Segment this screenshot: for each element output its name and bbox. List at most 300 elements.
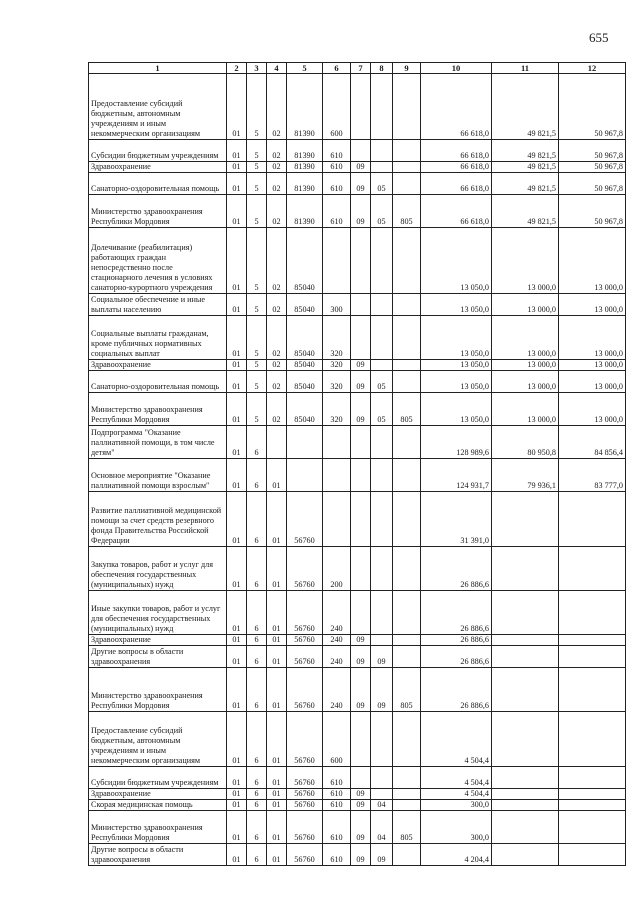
row-name: Долечивание (реабилитация) работающих граждан непосредственно после стационарного лечения в условиях санаторно-курортного учреждения (89, 228, 227, 294)
amount-c12: 13 000,0 (559, 316, 626, 360)
row-name: Министерство здравоохранения Республики Мордовия (89, 668, 227, 712)
code-c5: 56760 (287, 800, 323, 811)
amount-c12: 50 967,8 (559, 140, 626, 162)
row-name: Министерство здравоохранения Республики Мордовия (89, 811, 227, 844)
page-number: 655 (589, 30, 609, 45)
row-name: Здравоохранение (89, 789, 227, 800)
amount-c10: 13 050,0 (421, 294, 492, 316)
amount-c10: 4 504,4 (421, 712, 492, 767)
column-header: 8 (371, 63, 393, 74)
code-c6: 240 (323, 646, 351, 668)
row-name: Предоставление субсидий бюджетным, автономным учреждениям и иным некоммерческим организациям (89, 712, 227, 767)
code-c5: 56760 (287, 591, 323, 635)
amount-c12: 13 000,0 (559, 371, 626, 393)
column-header: 10 (421, 63, 492, 74)
code-c2: 01 (227, 195, 247, 228)
code-c4: 02 (267, 360, 287, 371)
code-c6: 320 (323, 316, 351, 360)
row-name: Социальные выплаты гражданам, кроме публичных нормативных социальных выплат (89, 316, 227, 360)
code-c4: 02 (267, 195, 287, 228)
row-name: Министерство здравоохранения Республики Мордовия (89, 195, 227, 228)
code-c6: 610 (323, 173, 351, 195)
amount-c11: 13 000,0 (492, 393, 559, 426)
column-header: 1 (89, 63, 227, 74)
column-header: 12 (559, 63, 626, 74)
code-c7 (351, 294, 371, 316)
amount-c11 (492, 492, 559, 547)
code-c4: 01 (267, 767, 287, 789)
table-row (89, 228, 626, 294)
header-row (89, 63, 626, 74)
code-c8: 05 (371, 371, 393, 393)
code-c6: 610 (323, 800, 351, 811)
table-row (89, 162, 626, 173)
code-c4: 02 (267, 294, 287, 316)
code-c3: 6 (247, 547, 267, 591)
code-c8 (371, 459, 393, 492)
code-c7: 09 (351, 195, 371, 228)
amount-c10: 13 050,0 (421, 360, 492, 371)
code-c9 (393, 294, 421, 316)
amount-c10: 4 504,4 (421, 767, 492, 789)
amount-c10: 124 931,7 (421, 459, 492, 492)
code-c3: 5 (247, 371, 267, 393)
code-c5: 81390 (287, 74, 323, 140)
code-c7: 09 (351, 360, 371, 371)
code-c4: 01 (267, 459, 287, 492)
code-c5: 81390 (287, 140, 323, 162)
code-c9 (393, 591, 421, 635)
code-c7: 09 (351, 635, 371, 646)
code-c8 (371, 767, 393, 789)
code-c5: 81390 (287, 195, 323, 228)
code-c6: 320 (323, 371, 351, 393)
amount-c12: 50 967,8 (559, 173, 626, 195)
amount-c10: 13 050,0 (421, 393, 492, 426)
table-row (89, 140, 626, 162)
code-c3: 6 (247, 668, 267, 712)
code-c9 (393, 316, 421, 360)
row-name: Здравоохранение (89, 635, 227, 646)
code-c8 (371, 426, 393, 459)
code-c5: 56760 (287, 492, 323, 547)
code-c8 (371, 294, 393, 316)
row-name: Санаторно-оздоровительная помощь (89, 371, 227, 393)
column-header: 11 (492, 63, 559, 74)
code-c9 (393, 360, 421, 371)
code-c2: 01 (227, 173, 247, 195)
amount-c11 (492, 767, 559, 789)
amount-c12: 50 967,8 (559, 74, 626, 140)
amount-c11: 13 000,0 (492, 371, 559, 393)
row-name: Министерство здравоохранения Республики Мордовия (89, 393, 227, 426)
code-c2: 01 (227, 162, 247, 173)
code-c9: 805 (393, 195, 421, 228)
amount-c10: 26 886,6 (421, 668, 492, 712)
code-c6 (323, 459, 351, 492)
row-name: Другие вопросы в области здравоохранения (89, 844, 227, 866)
code-c8: 05 (371, 393, 393, 426)
table-row (89, 195, 626, 228)
table-row (89, 371, 626, 393)
amount-c11: 80 950,8 (492, 426, 559, 459)
code-c3: 5 (247, 140, 267, 162)
code-c8: 04 (371, 811, 393, 844)
amount-c12 (559, 811, 626, 844)
amount-c11 (492, 668, 559, 712)
row-name: Социальное обеспечение и иные выплаты населению (89, 294, 227, 316)
table-row (89, 492, 626, 547)
table-row (89, 591, 626, 635)
code-c6: 610 (323, 162, 351, 173)
table-body (89, 74, 626, 866)
code-c9 (393, 173, 421, 195)
code-c6: 610 (323, 195, 351, 228)
table-row (89, 789, 626, 800)
code-c3: 6 (247, 844, 267, 866)
code-c9 (393, 371, 421, 393)
code-c5: 85040 (287, 294, 323, 316)
row-name: Предоставление субсидий бюджетным, автономным учреждениям и иным некоммерческим организациям (89, 74, 227, 140)
amount-c10: 66 618,0 (421, 195, 492, 228)
column-header: 6 (323, 63, 351, 74)
column-header: 3 (247, 63, 267, 74)
code-c8 (371, 547, 393, 591)
amount-c11: 79 936,1 (492, 459, 559, 492)
code-c8 (371, 162, 393, 173)
code-c5 (287, 426, 323, 459)
code-c2: 01 (227, 140, 247, 162)
code-c2: 01 (227, 426, 247, 459)
code-c7 (351, 591, 371, 635)
code-c9 (393, 140, 421, 162)
amount-c10: 26 886,6 (421, 646, 492, 668)
code-c5: 56760 (287, 646, 323, 668)
code-c6: 200 (323, 547, 351, 591)
code-c5: 56760 (287, 789, 323, 800)
code-c8: 09 (371, 668, 393, 712)
code-c9 (393, 646, 421, 668)
code-c2: 01 (227, 591, 247, 635)
code-c8: 09 (371, 844, 393, 866)
code-c9 (393, 789, 421, 800)
table-row (89, 811, 626, 844)
code-c4: 02 (267, 173, 287, 195)
amount-c10: 13 050,0 (421, 316, 492, 360)
code-c6: 610 (323, 789, 351, 800)
code-c3: 6 (247, 492, 267, 547)
code-c9 (393, 800, 421, 811)
amount-c11: 49 821,5 (492, 162, 559, 173)
code-c8 (371, 140, 393, 162)
code-c2: 01 (227, 635, 247, 646)
amount-c10: 4 504,4 (421, 789, 492, 800)
amount-c10: 26 886,6 (421, 635, 492, 646)
row-name: Иные закупки товаров, работ и услуг для обеспечения государственных (муниципальных) нужд (89, 591, 227, 635)
code-c5: 56760 (287, 811, 323, 844)
code-c3: 5 (247, 393, 267, 426)
code-c5: 85040 (287, 393, 323, 426)
code-c9 (393, 635, 421, 646)
table-row (89, 459, 626, 492)
code-c3: 6 (247, 767, 267, 789)
code-c4: 01 (267, 811, 287, 844)
code-c7 (351, 228, 371, 294)
code-c4 (267, 426, 287, 459)
code-c8 (371, 635, 393, 646)
table-row (89, 800, 626, 811)
code-c2: 01 (227, 371, 247, 393)
code-c4: 01 (267, 844, 287, 866)
code-c7 (351, 459, 371, 492)
code-c2: 01 (227, 811, 247, 844)
code-c8 (371, 316, 393, 360)
code-c7: 09 (351, 811, 371, 844)
amount-c11 (492, 646, 559, 668)
code-c4: 02 (267, 316, 287, 360)
code-c6: 610 (323, 140, 351, 162)
amount-c10: 31 391,0 (421, 492, 492, 547)
code-c7: 09 (351, 844, 371, 866)
amount-c11 (492, 712, 559, 767)
code-c6: 600 (323, 74, 351, 140)
amount-c12 (559, 767, 626, 789)
code-c7 (351, 547, 371, 591)
code-c9 (393, 547, 421, 591)
code-c2: 01 (227, 74, 247, 140)
budget-table (88, 62, 626, 866)
code-c7: 09 (351, 371, 371, 393)
amount-c12 (559, 668, 626, 712)
code-c8: 05 (371, 195, 393, 228)
code-c7 (351, 316, 371, 360)
amount-c12 (559, 635, 626, 646)
code-c5: 81390 (287, 162, 323, 173)
code-c5: 81390 (287, 173, 323, 195)
code-c8 (371, 591, 393, 635)
amount-c12: 84 856,4 (559, 426, 626, 459)
amount-c12: 83 777,0 (559, 459, 626, 492)
code-c6 (323, 228, 351, 294)
amount-c10: 13 050,0 (421, 371, 492, 393)
code-c9 (393, 228, 421, 294)
amount-c11 (492, 635, 559, 646)
amount-c12 (559, 844, 626, 866)
amount-c11 (492, 591, 559, 635)
code-c2: 01 (227, 646, 247, 668)
code-c5: 56760 (287, 635, 323, 646)
column-header: 4 (267, 63, 287, 74)
row-name: Здравоохранение (89, 162, 227, 173)
amount-c12 (559, 789, 626, 800)
table-row (89, 360, 626, 371)
code-c3: 6 (247, 712, 267, 767)
amount-c10: 66 618,0 (421, 173, 492, 195)
code-c3: 5 (247, 228, 267, 294)
amount-c12: 13 000,0 (559, 393, 626, 426)
code-c4: 01 (267, 789, 287, 800)
row-name: Развитие паллиативной медицинской помощи за счет средств резервного фонда Правительства Российской Федерации (89, 492, 227, 547)
amount-c12 (559, 492, 626, 547)
row-name: Санаторно-оздоровительная помощь (89, 173, 227, 195)
code-c2: 01 (227, 668, 247, 712)
amount-c12: 50 967,8 (559, 162, 626, 173)
code-c8 (371, 712, 393, 767)
amount-c10: 66 618,0 (421, 140, 492, 162)
code-c2: 01 (227, 360, 247, 371)
amount-c10: 300,0 (421, 811, 492, 844)
code-c5: 56760 (287, 712, 323, 767)
code-c7: 09 (351, 162, 371, 173)
amount-c10: 26 886,6 (421, 547, 492, 591)
amount-c11 (492, 811, 559, 844)
code-c2: 01 (227, 294, 247, 316)
table-row (89, 316, 626, 360)
code-c4: 01 (267, 591, 287, 635)
code-c3: 6 (247, 426, 267, 459)
code-c2: 01 (227, 844, 247, 866)
code-c6: 610 (323, 844, 351, 866)
table-row (89, 646, 626, 668)
table-row (89, 844, 626, 866)
amount-c10: 26 886,6 (421, 591, 492, 635)
code-c5: 85040 (287, 228, 323, 294)
code-c7: 09 (351, 789, 371, 800)
amount-c10: 66 618,0 (421, 74, 492, 140)
table-row (89, 712, 626, 767)
code-c4: 02 (267, 74, 287, 140)
code-c4: 01 (267, 800, 287, 811)
code-c3: 6 (247, 635, 267, 646)
code-c9: 805 (393, 393, 421, 426)
table-row (89, 767, 626, 789)
code-c6: 600 (323, 712, 351, 767)
code-c6: 320 (323, 393, 351, 426)
code-c6: 610 (323, 811, 351, 844)
code-c3: 6 (247, 811, 267, 844)
code-c3: 6 (247, 800, 267, 811)
code-c6: 240 (323, 668, 351, 712)
code-c5: 85040 (287, 371, 323, 393)
code-c3: 5 (247, 195, 267, 228)
table-row (89, 173, 626, 195)
table-row (89, 668, 626, 712)
amount-c11 (492, 789, 559, 800)
code-c4: 02 (267, 162, 287, 173)
code-c7 (351, 712, 371, 767)
code-c3: 5 (247, 360, 267, 371)
amount-c12 (559, 800, 626, 811)
code-c7 (351, 140, 371, 162)
code-c5: 56760 (287, 844, 323, 866)
column-header: 7 (351, 63, 371, 74)
amount-c12 (559, 547, 626, 591)
code-c3: 6 (247, 646, 267, 668)
code-c9 (393, 492, 421, 547)
row-name: Закупка товаров, работ и услуг для обеспечения государственных (муниципальных) нужд (89, 547, 227, 591)
amount-c11: 49 821,5 (492, 140, 559, 162)
amount-c10: 13 050,0 (421, 228, 492, 294)
code-c9: 805 (393, 811, 421, 844)
code-c2: 01 (227, 547, 247, 591)
code-c8 (371, 492, 393, 547)
code-c4: 01 (267, 712, 287, 767)
code-c7: 09 (351, 800, 371, 811)
code-c4: 02 (267, 140, 287, 162)
code-c9 (393, 162, 421, 173)
code-c9: 805 (393, 668, 421, 712)
code-c8 (371, 228, 393, 294)
row-name: Основное мероприятие "Оказание паллиативной помощи взрослым" (89, 459, 227, 492)
code-c6: 240 (323, 591, 351, 635)
amount-c11: 49 821,5 (492, 195, 559, 228)
code-c5: 85040 (287, 316, 323, 360)
code-c7 (351, 492, 371, 547)
amount-c12 (559, 646, 626, 668)
code-c3: 5 (247, 74, 267, 140)
code-c9 (393, 74, 421, 140)
table-row (89, 74, 626, 140)
amount-c12: 13 000,0 (559, 294, 626, 316)
code-c9 (393, 844, 421, 866)
amount-c11 (492, 800, 559, 811)
amount-c10: 66 618,0 (421, 162, 492, 173)
column-header: 2 (227, 63, 247, 74)
amount-c11: 49 821,5 (492, 173, 559, 195)
code-c9 (393, 426, 421, 459)
row-name: Другие вопросы в области здравоохранения (89, 646, 227, 668)
code-c6: 300 (323, 294, 351, 316)
code-c3: 6 (247, 591, 267, 635)
code-c7: 09 (351, 668, 371, 712)
code-c5: 56760 (287, 547, 323, 591)
amount-c11: 13 000,0 (492, 316, 559, 360)
table-row (89, 294, 626, 316)
code-c2: 01 (227, 459, 247, 492)
code-c3: 6 (247, 789, 267, 800)
code-c2: 01 (227, 789, 247, 800)
table-row (89, 393, 626, 426)
code-c3: 5 (247, 294, 267, 316)
amount-c11: 13 000,0 (492, 228, 559, 294)
code-c4: 01 (267, 646, 287, 668)
amount-c11: 13 000,0 (492, 294, 559, 316)
row-name: Скорая медицинская помощь (89, 800, 227, 811)
code-c2: 01 (227, 800, 247, 811)
code-c5: 85040 (287, 360, 323, 371)
amount-c10: 300,0 (421, 800, 492, 811)
code-c4: 01 (267, 668, 287, 712)
code-c6 (323, 492, 351, 547)
amount-c11 (492, 547, 559, 591)
code-c8 (371, 74, 393, 140)
code-c5: 56760 (287, 767, 323, 789)
code-c3: 5 (247, 316, 267, 360)
code-c6 (323, 426, 351, 459)
code-c5: 56760 (287, 668, 323, 712)
code-c7 (351, 74, 371, 140)
code-c4: 02 (267, 228, 287, 294)
amount-c11 (492, 844, 559, 866)
table-row (89, 635, 626, 646)
row-name: Субсидии бюджетным учреждениям (89, 767, 227, 789)
row-name: Субсидии бюджетным учреждениям (89, 140, 227, 162)
code-c2: 01 (227, 492, 247, 547)
row-name: Здравоохранение (89, 360, 227, 371)
amount-c12: 13 000,0 (559, 360, 626, 371)
code-c9 (393, 459, 421, 492)
column-header: 9 (393, 63, 421, 74)
